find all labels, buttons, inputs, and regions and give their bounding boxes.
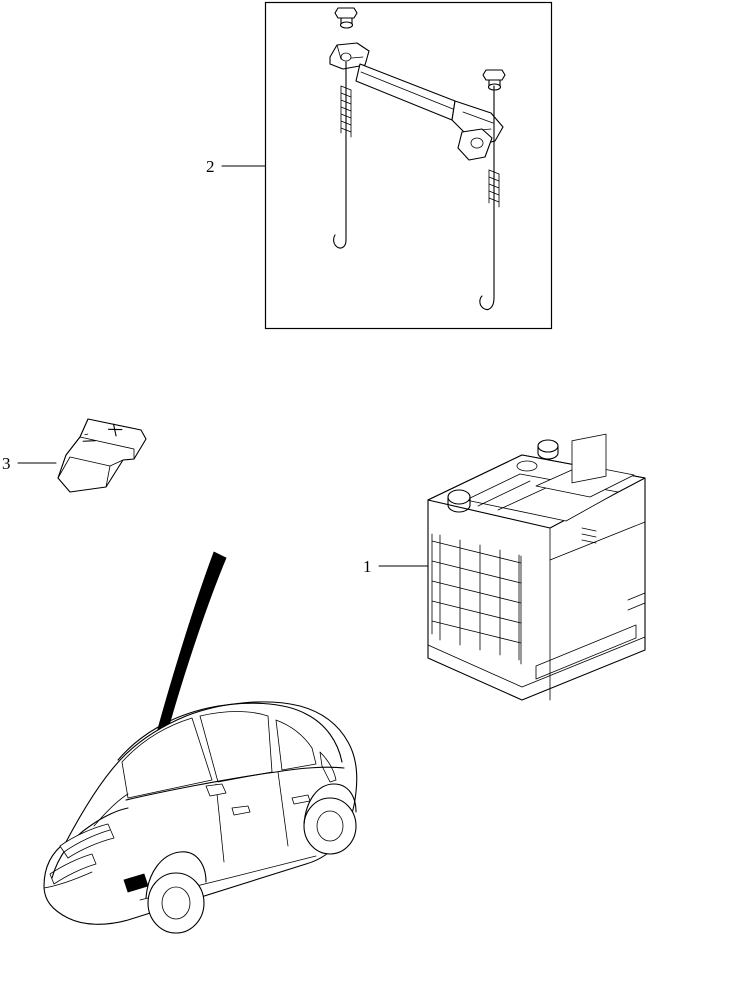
- battery-hold-down-clamp: [330, 8, 505, 160]
- battery: [428, 434, 645, 700]
- callout-number-1: 1: [363, 557, 372, 576]
- front-wheel: [148, 873, 204, 933]
- callout-number-3: 3: [2, 454, 11, 473]
- callout-number-2: 2: [206, 157, 215, 176]
- rear-wheel: [304, 798, 356, 854]
- vehicle-illustration-hatchback: [44, 702, 357, 933]
- hold-down-bracket-panel: [266, 3, 552, 329]
- leader-lines: [18, 166, 428, 566]
- battery-terminal-cover: [58, 419, 146, 492]
